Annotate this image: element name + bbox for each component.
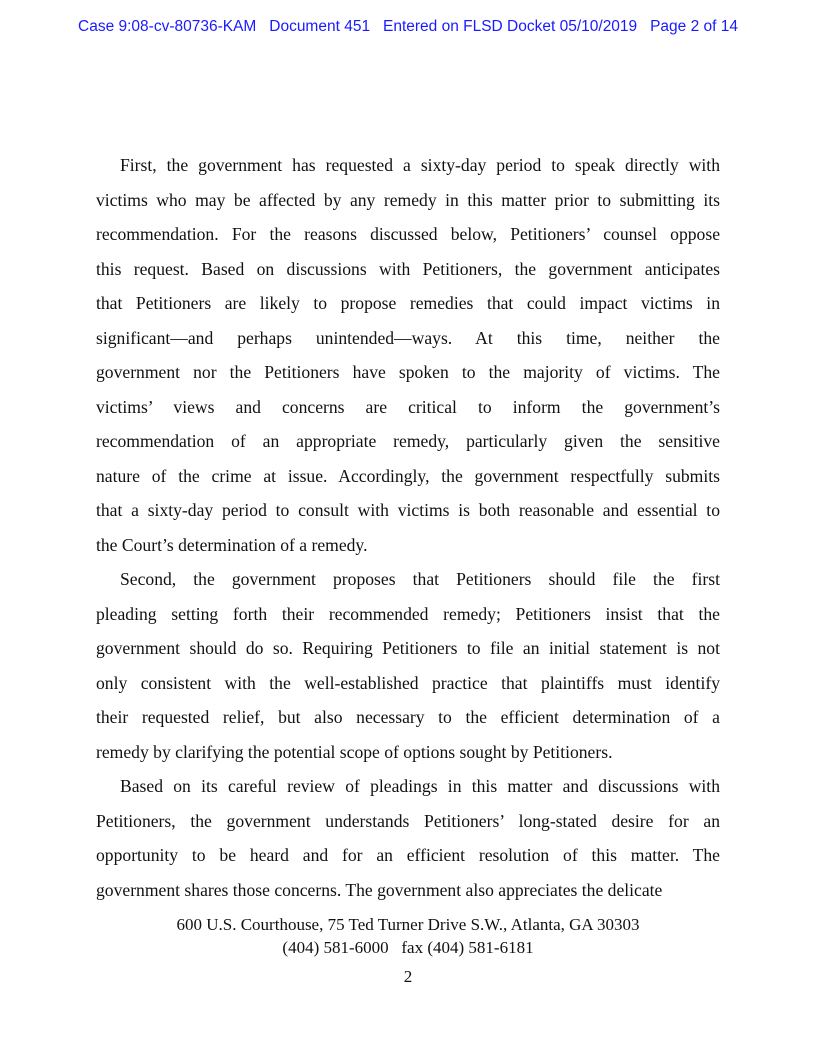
- text-line: significant—and perhaps unintended—ways. At this time, neither the: [96, 327, 720, 348]
- page-number: 2: [403, 967, 413, 986]
- text-line: Second, the government proposes that Petitioners should file the first: [120, 569, 720, 589]
- footer-phone: (404) 581-6000 fax (404) 581-6181: [282, 938, 534, 957]
- text-line: only consistent with the well-established practice that plaintiffs must identify: [96, 672, 720, 693]
- text-line: remedy by clarifying the potential scope of options sought by Petitioners.: [96, 741, 613, 762]
- text-line: that Petitioners are likely to propose remedies that could impact victims in: [96, 293, 720, 313]
- document-body: [96, 148, 720, 907]
- footer-address: 600 U.S. Courthouse, 75 Ted Turner Drive S.W., Atlanta, GA 30303: [176, 915, 640, 934]
- text-line: this request. Based on discussions with Petitioners, the government anticipates: [96, 258, 720, 279]
- text-line: Petitioners, the government understands Petitioners’ long-stated desire for an: [96, 810, 720, 831]
- text-line: government nor the Petitioners have spoken to the majority of victims. The: [96, 362, 720, 382]
- text-line: that a sixty-day period to consult with victims is both reasonable and essential to: [96, 500, 720, 520]
- docket-header: Case 9:08-cv-80736-KAM Document 451 Entered on FLSD Docket 05/10/2019 Page 2 of 14: [78, 18, 738, 35]
- text-line: opportunity to be heard and for an efficient resolution of this matter. The: [96, 845, 720, 865]
- paragraph: [96, 148, 720, 562]
- text-line: Based on its careful review of pleadings in this matter and discussions with: [120, 776, 720, 796]
- paragraph: [96, 562, 720, 769]
- paragraph: [96, 769, 720, 907]
- text-line: their requested relief, but also necessary to the efficient determination of a: [96, 707, 720, 727]
- text-line: nature of the crime at issue. Accordingly, the government respectfully submits: [96, 465, 720, 486]
- text-line: victims’ views and concerns are critical to inform the government’s: [96, 396, 720, 417]
- text-line: recommendation. For the reasons discussed below, Petitioners’ counsel oppose: [96, 224, 720, 244]
- text-line: the Court’s determination of a remedy.: [96, 534, 368, 555]
- text-line: First, the government has requested a sixty-day period to speak directly with: [120, 155, 720, 175]
- text-line: pleading setting forth their recommended remedy; Petitioners insist that the: [96, 603, 720, 624]
- text-line: recommendation of an appropriate remedy, particularly given the sensitive: [96, 431, 720, 451]
- text-line: government should do so. Requiring Petitioners to file an initial statement is not: [96, 638, 720, 658]
- text-line: government shares those concerns. The government also appreciates the delicate: [96, 879, 663, 900]
- text-line: victims who may be affected by any remedy in this matter prior to submitting its: [96, 189, 720, 210]
